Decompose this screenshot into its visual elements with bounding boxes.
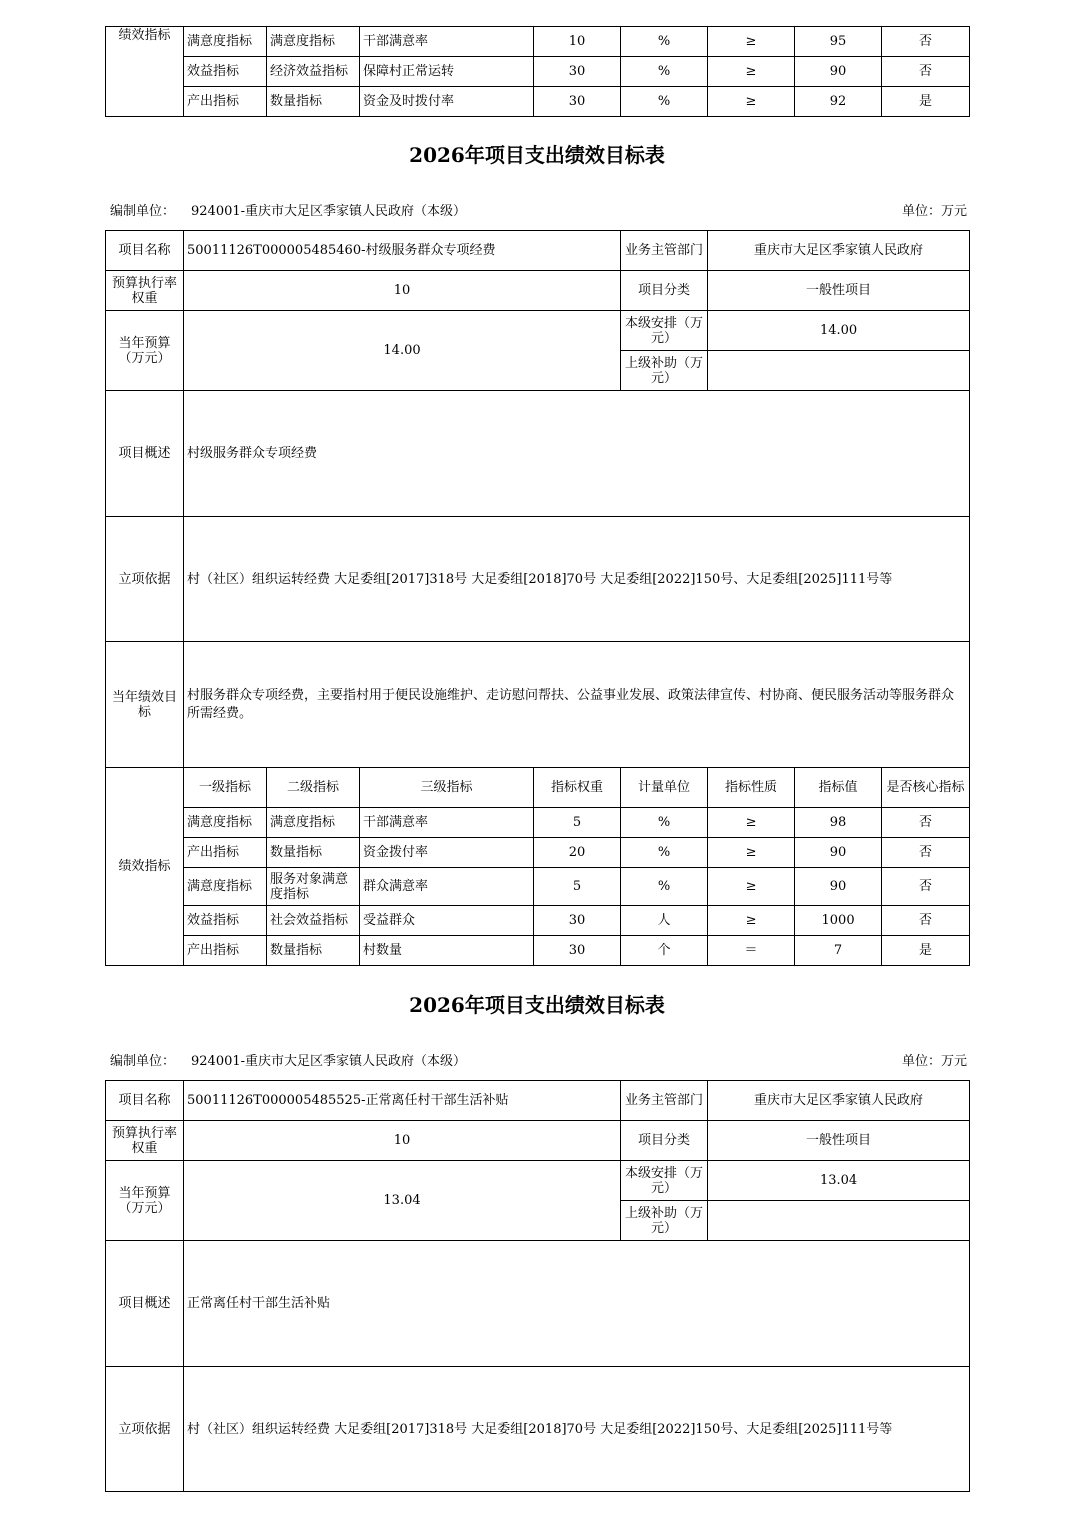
section2-unit-line bbox=[110, 1054, 466, 1070]
upper-amount bbox=[708, 351, 970, 391]
upper-amount bbox=[708, 1201, 970, 1241]
section2-money-unit: 单位：万元 bbox=[901, 1054, 967, 1069]
cell: ≥ bbox=[708, 906, 795, 936]
cell: 10 bbox=[534, 27, 621, 57]
cell: 满意度指标 bbox=[184, 27, 267, 57]
overview: 正常离任村干部生活补贴 bbox=[184, 1241, 970, 1367]
cell: 产出指标 bbox=[184, 838, 267, 868]
cell: 产出指标 bbox=[184, 936, 267, 966]
table-row bbox=[106, 1081, 970, 1121]
cell: 数量指标 bbox=[267, 838, 360, 868]
label-overview: 项目概述 bbox=[106, 391, 184, 517]
label-indicators: 绩效指标 bbox=[106, 768, 184, 966]
cell: ＝ bbox=[708, 936, 795, 966]
cell: 社会效益指标 bbox=[267, 906, 360, 936]
local-amount: 13.04 bbox=[708, 1161, 970, 1201]
cell: % bbox=[621, 838, 708, 868]
cell: 否 bbox=[882, 838, 970, 868]
cell: 资金拨付率 bbox=[360, 838, 534, 868]
overview: 村级服务群众专项经费 bbox=[184, 391, 970, 517]
label-budget: 当年预算（万元） bbox=[106, 311, 184, 391]
table-row bbox=[106, 57, 970, 87]
cell: 90 bbox=[795, 868, 882, 906]
cell: 效益指标 bbox=[184, 906, 267, 936]
label-upper: 上级补助（万元） bbox=[621, 1201, 708, 1241]
label-basis: 立项依据 bbox=[106, 517, 184, 642]
unit-label: 编制单位： bbox=[110, 204, 176, 219]
label-dept: 业务主管部门 bbox=[621, 231, 708, 271]
table-row bbox=[106, 906, 970, 936]
cell: 1000 bbox=[795, 906, 882, 936]
cell: 7 bbox=[795, 936, 882, 966]
column-header: 指标性质 bbox=[708, 768, 795, 808]
cell: 效益指标 bbox=[184, 57, 267, 87]
category: 一般性项目 bbox=[708, 1121, 970, 1161]
table-row bbox=[106, 808, 970, 838]
table-row bbox=[106, 1367, 970, 1492]
cell: 群众满意率 bbox=[360, 868, 534, 906]
cell: 5 bbox=[534, 808, 621, 838]
cell: 数量指标 bbox=[267, 936, 360, 966]
cell: 是 bbox=[882, 87, 970, 117]
table-row bbox=[106, 1161, 970, 1201]
label-category: 项目分类 bbox=[621, 1121, 708, 1161]
cell: 干部满意率 bbox=[360, 808, 534, 838]
table-header-row bbox=[106, 768, 970, 808]
table-row bbox=[106, 27, 970, 57]
cell: 30 bbox=[534, 57, 621, 87]
cell: 产出指标 bbox=[184, 87, 267, 117]
unit-label: 编制单位： bbox=[110, 1054, 176, 1069]
label-local: 本级安排（万元） bbox=[621, 311, 708, 351]
exec-weight: 10 bbox=[184, 271, 621, 311]
table-row bbox=[106, 868, 970, 906]
table-row bbox=[106, 391, 970, 517]
category: 一般性项目 bbox=[708, 271, 970, 311]
cell: % bbox=[621, 87, 708, 117]
cell: 数量指标 bbox=[267, 87, 360, 117]
unit-name: 924001-重庆市大足区季家镇人民政府（本级） bbox=[191, 204, 467, 219]
cell: 保障村正常运转 bbox=[360, 57, 534, 87]
basis: 村（社区）组织运转经费 大足委组[2017]318号 大足委组[2018]70号 大足委组[2022]150号、大足委组[2025]111号等 bbox=[184, 517, 970, 642]
label-upper: 上级补助（万元） bbox=[621, 351, 708, 391]
cell: ≥ bbox=[708, 57, 795, 87]
cell: 90 bbox=[795, 838, 882, 868]
cell: 90 bbox=[795, 57, 882, 87]
table-row bbox=[106, 311, 970, 351]
column-header: 三级指标 bbox=[360, 768, 534, 808]
cell: ≥ bbox=[708, 27, 795, 57]
cell: 经济效益指标 bbox=[267, 57, 360, 87]
table-row bbox=[106, 87, 970, 117]
cell: 98 bbox=[795, 808, 882, 838]
table-row bbox=[106, 1121, 970, 1161]
top-indicator-table bbox=[105, 26, 970, 117]
local-amount: 14.00 bbox=[708, 311, 970, 351]
cell: 20 bbox=[534, 838, 621, 868]
cell: % bbox=[621, 868, 708, 906]
label-category: 项目分类 bbox=[621, 271, 708, 311]
cell: 30 bbox=[534, 906, 621, 936]
table-row bbox=[106, 838, 970, 868]
cell: % bbox=[621, 808, 708, 838]
label-overview: 项目概述 bbox=[106, 1241, 184, 1367]
indicator-label: 绩效指标 bbox=[106, 27, 184, 117]
table-row bbox=[106, 1241, 970, 1367]
cell: 满意度指标 bbox=[184, 808, 267, 838]
column-header: 是否核心指标 bbox=[882, 768, 970, 808]
budget: 13.04 bbox=[184, 1161, 621, 1241]
basis: 村（社区）组织运转经费 大足委组[2017]318号 大足委组[2018]70号 大足委组[2022]150号、大足委组[2025]111号等 bbox=[184, 1367, 970, 1492]
cell: 是 bbox=[882, 936, 970, 966]
cell: 否 bbox=[882, 27, 970, 57]
cell: 否 bbox=[882, 57, 970, 87]
goal: 村服务群众专项经费，主要指村用于便民设施维护、走访慰问帮扶、公益事业发展、政策法律宣传、村协商、便民服务活动等服务群众所需经费。 bbox=[184, 642, 970, 768]
cell: 满意度指标 bbox=[267, 27, 360, 57]
column-header: 指标值 bbox=[795, 768, 882, 808]
label-dept: 业务主管部门 bbox=[621, 1081, 708, 1121]
cell: % bbox=[621, 57, 708, 87]
cell: ≥ bbox=[708, 838, 795, 868]
dept: 重庆市大足区季家镇人民政府 bbox=[708, 1081, 970, 1121]
cell: 人 bbox=[621, 906, 708, 936]
section1-title: 2026年项目支出绩效目标表 bbox=[409, 143, 665, 167]
section2-title: 2026年项目支出绩效目标表 bbox=[409, 993, 665, 1017]
cell: 30 bbox=[534, 87, 621, 117]
cell: 5 bbox=[534, 868, 621, 906]
dept: 重庆市大足区季家镇人民政府 bbox=[708, 231, 970, 271]
cell: 否 bbox=[882, 808, 970, 838]
section1-money-unit: 单位：万元 bbox=[901, 204, 967, 219]
budget: 14.00 bbox=[184, 311, 621, 391]
cell: 受益群众 bbox=[360, 906, 534, 936]
label-goal: 当年绩效目标 bbox=[106, 642, 184, 768]
label-local: 本级安排（万元） bbox=[621, 1161, 708, 1201]
column-header: 一级指标 bbox=[184, 768, 267, 808]
project-name: 50011126T000005485460-村级服务群众专项经费 bbox=[184, 231, 621, 271]
section1-unit-line bbox=[110, 204, 466, 220]
cell: ≥ bbox=[708, 808, 795, 838]
section1-table bbox=[105, 230, 970, 966]
label-project-name: 项目名称 bbox=[106, 231, 184, 271]
table-row bbox=[106, 271, 970, 311]
cell: 满意度指标 bbox=[267, 808, 360, 838]
label-budget: 当年预算（万元） bbox=[106, 1161, 184, 1241]
exec-weight: 10 bbox=[184, 1121, 621, 1161]
table-row bbox=[106, 231, 970, 271]
label-project-name: 项目名称 bbox=[106, 1081, 184, 1121]
cell: 村数量 bbox=[360, 936, 534, 966]
cell: 否 bbox=[882, 868, 970, 906]
cell: 30 bbox=[534, 936, 621, 966]
label-exec-weight: 预算执行率权重 bbox=[106, 1121, 184, 1161]
column-header: 计量单位 bbox=[621, 768, 708, 808]
cell: 个 bbox=[621, 936, 708, 966]
cell: 95 bbox=[795, 27, 882, 57]
table-row bbox=[106, 936, 970, 966]
unit-name: 924001-重庆市大足区季家镇人民政府（本级） bbox=[191, 1054, 467, 1069]
table-row bbox=[106, 517, 970, 642]
cell: ≥ bbox=[708, 868, 795, 906]
cell: 否 bbox=[882, 906, 970, 936]
project-name: 50011126T000005485525-正常离任村干部生活补贴 bbox=[184, 1081, 621, 1121]
cell: 服务对象满意度指标 bbox=[267, 868, 360, 906]
cell: 92 bbox=[795, 87, 882, 117]
section2-table bbox=[105, 1080, 970, 1492]
column-header: 二级指标 bbox=[267, 768, 360, 808]
table-row bbox=[106, 642, 970, 768]
label-basis: 立项依据 bbox=[106, 1367, 184, 1492]
cell: 满意度指标 bbox=[184, 868, 267, 906]
cell: 干部满意率 bbox=[360, 27, 534, 57]
label-exec-weight: 预算执行率权重 bbox=[106, 271, 184, 311]
column-header: 指标权重 bbox=[534, 768, 621, 808]
cell: % bbox=[621, 27, 708, 57]
cell: ≥ bbox=[708, 87, 795, 117]
cell: 资金及时拨付率 bbox=[360, 87, 534, 117]
